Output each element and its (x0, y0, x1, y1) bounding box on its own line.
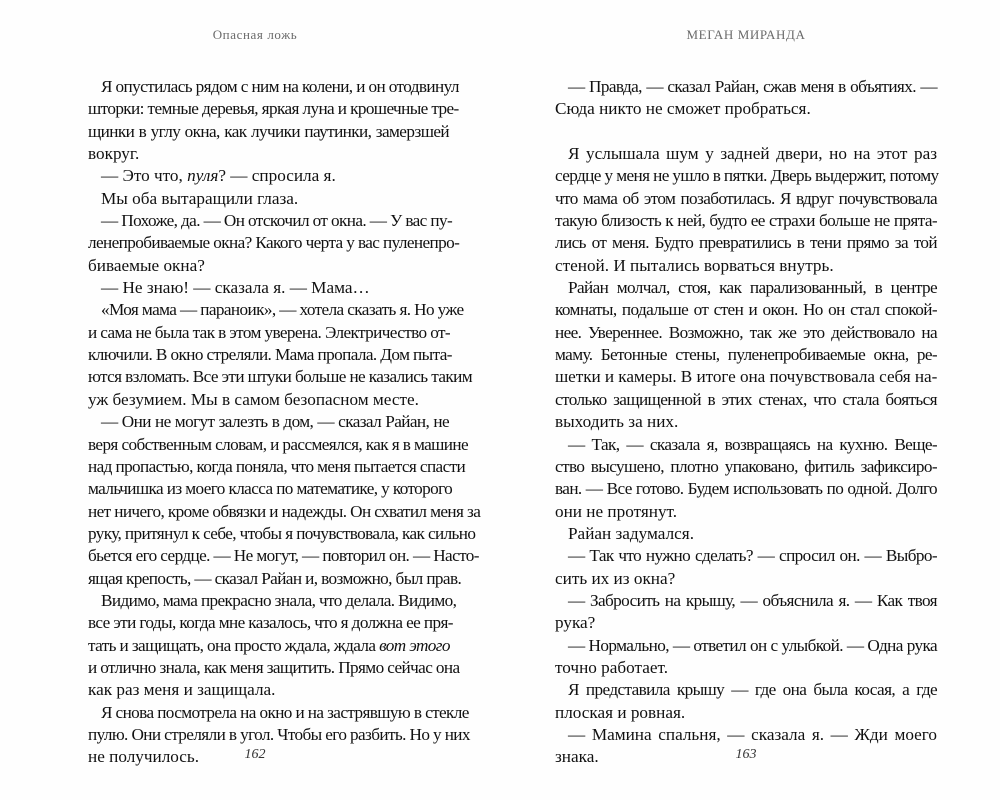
text-line: — Похоже, да. — Он отскочил от окна. — У вас пу- (101, 211, 453, 231)
text-line: сердце у меня не ушло в пятки. Дверь выдержит, потому (555, 166, 939, 186)
page-number-right: 163 (735, 747, 757, 762)
text-line: пулю. Они стреляли в угол. Чтобы его разбить. Но у них (88, 724, 470, 744)
text-line: шторки: темные деревья, яркая луна и крошечные тре- (88, 99, 459, 119)
text-line: — Они не могут залезть в дом, — сказал Райан, не (101, 412, 449, 432)
right-page (555, 0, 937, 800)
text-line: комнаты, подальше от стен и окон. Но он стал спокой- (555, 300, 937, 320)
text-line: над пропастью, когда поняла, что меня пытается спасти (88, 456, 466, 476)
text-line: маму. Бетонные стены, пуленепробиваемые окна, ре- (555, 345, 937, 365)
text-line: не получилось. (88, 747, 200, 767)
text-line: ключили. В окно стреляли. Мама пропала. Дом пыта- (88, 345, 452, 365)
text-line: Видимо, мама прекрасно знала, что делала. Видимо, (101, 590, 457, 610)
text-line: что мама об этом позаботилась. Я вдруг почувствовала (555, 188, 937, 208)
text-line: — Так, — сказала я, возвращаясь на кухню. Веще- (568, 434, 937, 454)
text-line: — Забросить на крышу, — объяснила я. — Как твоя (568, 590, 937, 610)
text-line: вокруг. (88, 144, 140, 164)
text-line: ван. — Все готово. Будем использовать по одной. Долго (555, 479, 937, 499)
text-line: уж безумием. Мы в самом безопасном месте. (88, 389, 419, 409)
page-number-left: 162 (244, 747, 266, 762)
left-page (88, 0, 481, 800)
text-line: Райан задумался. (568, 523, 694, 543)
text-line: Я услышала шум у задней двери, но на этот раз (568, 144, 937, 164)
text-line: нет ничего, кроме обвязки и надежды. Он схватил меня за (88, 501, 481, 521)
text-line: такую близость к ней, будто ее страхи больше не прята- (555, 211, 937, 231)
text-line: Я снова посмотрела на окно и на застрявшую в стекле (101, 702, 469, 722)
text-line: лись от меня. Будто превратились в тени прямо за той (555, 233, 937, 253)
paragraph-break (555, 121, 937, 143)
text-line: — Не знаю! — сказала я. — Мама… (101, 278, 370, 298)
text-line: точно работает. (555, 657, 668, 677)
text-line: выходить за них. (555, 412, 679, 432)
text-line: — Нормально, — ответил он с улыбкой. — Одна рука (568, 635, 937, 655)
text-line: Райан молчал, стоя, как парализованный, в центре (568, 278, 937, 298)
left-page-text (88, 76, 481, 769)
text-line: и отлично знала, как меня защитить. Прямо сейчас она (88, 657, 460, 677)
text-line: щинки в углу окна, как лучики паутинки, замерзшей (88, 121, 449, 141)
text-line: — Правда, — сказал Райан, сжав меня в объятиях. — (568, 77, 937, 96)
text-line: и сама не была так в этом уверена. Электричество от- (88, 322, 451, 342)
emphasized-text: вот этого (379, 635, 450, 655)
text-line: рука? (555, 613, 596, 633)
text-line: они не протянут. (555, 501, 678, 521)
text-line: — Так что нужно сделать? — спросил он. — Выбро- (568, 546, 937, 566)
right-page-text (555, 76, 937, 769)
text-line: — Это что, пуля? — спросила я. (101, 166, 336, 186)
text-line: руку, притянул к себе, чтобы я почувствовала, как сильно (88, 523, 476, 543)
text-line: столько защищенной в этих стенах, что стала бояться (555, 389, 937, 409)
text-line: — Мамина спальня, — сказала я. — Жди моего (568, 724, 937, 744)
running-head-right: МЕГАН МИРАНДА (686, 27, 806, 42)
text-line: ящая крепость, — сказал Райан и, возможно, был прав. (88, 568, 462, 588)
text-line: шетки и камеры. В итоге она почувствовала себя на- (555, 367, 938, 387)
emphasized-text: пуля (187, 166, 219, 186)
text-line: Я опустилась рядом с ним на колени, и он отодвинул (101, 77, 459, 96)
text-line: знака. (555, 747, 599, 767)
text-line: веря собственным словам, и рассмеялся, как я в машине (88, 434, 469, 454)
text-line: сить их из окна? (555, 568, 676, 588)
text-line: тать и защищать, она просто ждала, ждала вот этого (88, 635, 450, 655)
text-line: Мы оба вытаращили глаза. (101, 188, 299, 208)
text-line: бьется его сердце. — Не могут, — повторил он. — Насто- (88, 546, 479, 566)
text-line: Я представила крышу — где она была косая, а где (568, 680, 937, 700)
text-line: все эти годы, когда мне казалось, что я должна ее пря- (88, 613, 453, 633)
text-line: плоская и ровная. (555, 702, 686, 722)
text-line: нее. Увереннее. Возможно, так же это действовало на (555, 322, 937, 342)
running-head-left: Опасная ложь (212, 27, 298, 42)
text-line: как раз меня и защищала. (88, 680, 276, 700)
text-line: биваемые окна? (88, 255, 205, 275)
text-line: стеной. И пытались ворваться внутрь. (555, 255, 834, 275)
text-line: Сюда никто не сможет пробраться. (555, 99, 811, 119)
text-line: ство высушено, плотно упаковано, фитиль зафиксиро- (555, 456, 937, 476)
text-line: «Моя мама — параноик», — хотела сказать я. Но уже (101, 300, 464, 320)
text-line: ются взломать. Все эти штуки больше не казались таким (88, 367, 472, 387)
text-line: мальчишка из моего класса по математике, у которого (88, 479, 453, 499)
text-line: ленепробиваемые окна? Какого черта у вас пуленепро- (88, 233, 460, 253)
